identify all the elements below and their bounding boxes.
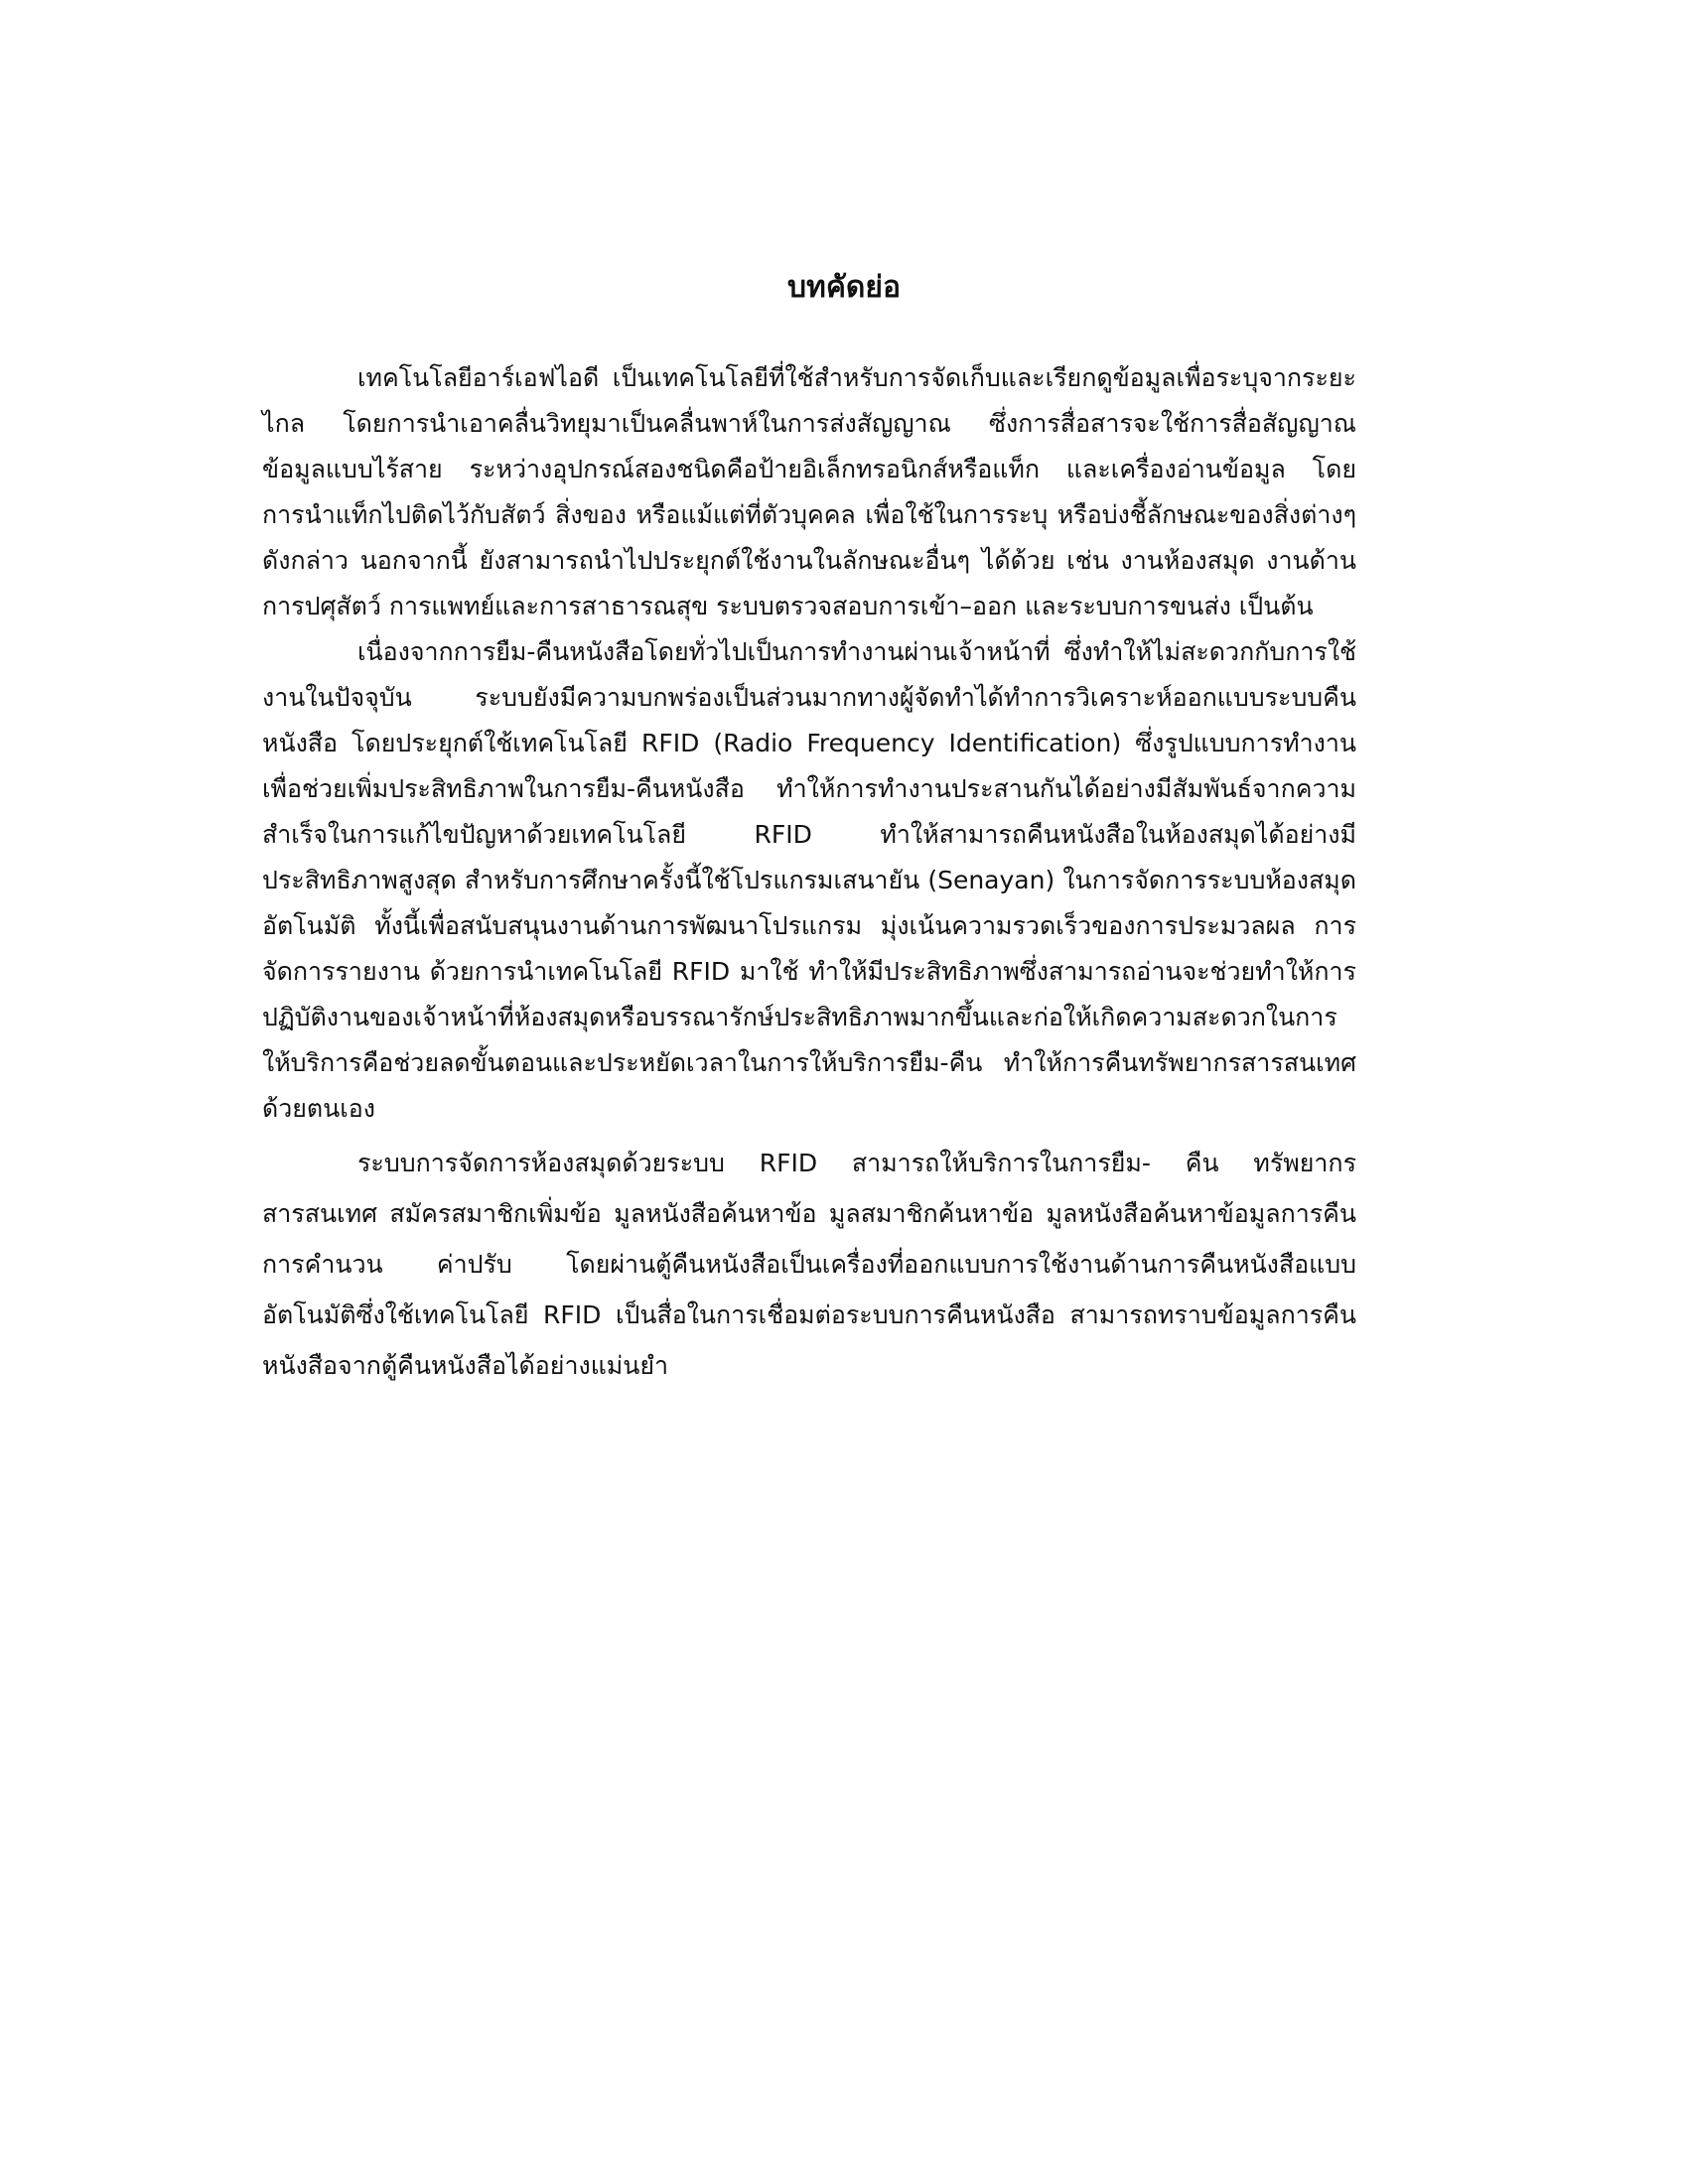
abstract-paragraph-1: เทคโนโลยีอาร์เอฟไอดี เป็นเทคโนโลยีที่ใช้สำหรับการจัดเก็บและเรียกดูข้อมูลเพื่อระบุจากระยะไกล โดยการนำเอาคลื่นวิทยุมาเป็นคลื่นพาห์ในการส่งสัญญาณ ซึ่งการสื่อสารจะใช้การสื่อสัญญาณข้อมูลแบบไร้สาย ระหว่างอุปกรณ์สองชนิดคือป้ายอิเล็กทรอนิกส์หรือแท็ก และเครื่องอ่านข้อมูล โดยการนำแท็กไปติดไว้กับสัตว์ สิ่งของ หรือแม้แต่ที่ตัวบุคคล เพื่อใช้ในการระบุ หรือบ่งชี้ลักษณะของสิ่งต่างๆ ดังกล่าว นอกจากนี้ ยังสามารถนำไปประยุกต์ใช้งานในลักษณะอื่นๆ ได้ด้วย เช่น งานห้องสมุด งานด้านการปศุสัตว์ การแพทย์และการสาธารณสุข ระบบตรวจสอบการเข้า–ออก และระบบการขนส่ง เป็นต้น (262, 363, 1356, 620)
abstract-paragraph-3: ระบบการจัดการห้องสมุดด้วยระบบ RFID สามารถให้บริการในการยืม- คืน ทรัพยากรสารสนเทศ สมัครสมาชิกเพิ่มข้อ มูลหนังสือค้นหาข้อ มูลสมาชิกค้นหาข้อ มูลหนังสือค้นหาข้อมูลการคืน การคำนวน ค่าปรับ โดยผ่านตู้คืนหนังสือเป็นเครื่องที่ออกแบบการใช้งานด้านการคืนหนังสือแบบอัตโนมัติซึ่งใช้เทคโนโลยี RFID เป็นสื่อในการเชื่อมต่อระบบการคืนหนังสือ สามารถทราบข้อมูลการคืนหนังสือจากตู้คืนหนังสือได้อย่างแม่นยำ (262, 1149, 1356, 1380)
abstract-paragraph-2: เนื่องจากการยืม-คืนหนังสือโดยทั่วไปเป็นการทำงานผ่านเจ้าหน้าที่ ซึ่งทำให้ไม่สะดวกกับการใช้งานในปัจจุบัน ระบบยังมีความบกพร่องเป็นส่วนมากทางผู้จัดทำได้ทำการวิเคราะห์ออกแบบระบบคืนหนังสือ โดยประยุกต์ใช้เทคโนโลยี RFID (Radio Frequency Identification) ซึ่งรูปแบบการทำงานเพื่อช่วยเพิ่มประสิทธิภาพในการยืม-คืนหนังสือ ทำให้การทำงานประสานกันได้อย่างมีสัมพันธ์จากความสำเร็จในการแก้ไขปัญหาด้วยเทคโนโลยี RFID ทำให้สามารถคืนหนังสือในห้องสมุดได้อย่างมีประสิทธิภาพสูงสุด สำหรับการศึกษาครั้งนี้ใช้โปรแกรมเสนายัน (Senayan) ในการจัดการระบบห้องสมุดอัตโนมัติ ทั้งนี้เพื่อสนับสนุนงานด้านการพัฒนาโปรแกรม มุ่งเน้นความรวดเร็วของการประมวลผล การจัดการรายงาน ด้วยการนำเทคโนโลยี RFID มาใช้ ทำให้มีประสิทธิภาพซึ่งสามารถอ่านจะช่วยทำให้การปฏิบัติงานของเจ้าหน้าที่ห้องสมุดหรือบรรณารักษ์ประสิทธิภาพมากขึ้นและก่อให้เกิดความสะดวกในการให้บริการคือช่วยลดขั้นตอนและประหยัดเวลาในการให้บริการยืม-คืน ทำให้การคืนทรัพยากรสารสนเทศด้วยตนเอง (262, 637, 1356, 1123)
abstract-body (262, 355, 1356, 1391)
abstract-title: บทคัดย่อ (787, 270, 901, 305)
